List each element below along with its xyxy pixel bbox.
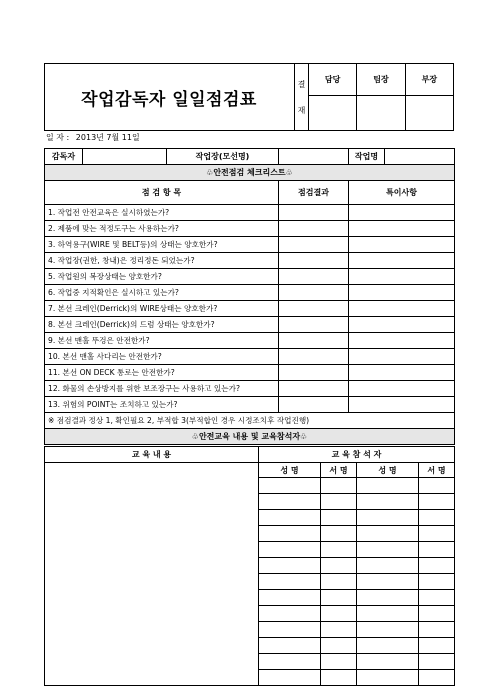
attendee-name-cell[interactable] bbox=[259, 606, 321, 622]
checklist-item-text: 1. 작업전 안전교육은 실시하였는가? bbox=[45, 205, 279, 221]
education-form bbox=[44, 446, 454, 686]
checklist-remark-cell[interactable] bbox=[349, 317, 455, 333]
attendee-name-cell[interactable] bbox=[259, 558, 321, 574]
attendee-sign-cell[interactable] bbox=[321, 510, 357, 526]
attendee-sign-cell[interactable] bbox=[321, 542, 357, 558]
checklist-row bbox=[45, 269, 455, 285]
attendee-sign-cell[interactable] bbox=[419, 670, 455, 686]
result-note: ※ 점검결과 정상 1, 확인필요 2, 부적합 3(부적합인 경우 시정조치후 작업진행) bbox=[45, 413, 455, 429]
checklist-remark-cell[interactable] bbox=[349, 349, 455, 365]
attendee-sign-cell[interactable] bbox=[419, 542, 455, 558]
checklist-result-cell[interactable] bbox=[279, 349, 349, 365]
attendee-name-cell[interactable] bbox=[259, 510, 321, 526]
attendee-sign-cell[interactable] bbox=[321, 654, 357, 670]
supervisor-field[interactable] bbox=[83, 149, 167, 165]
checklist-result-cell[interactable] bbox=[279, 333, 349, 349]
checklist-item-text: 9. 본선 맨홀 뚜겅은 안전한가? bbox=[45, 333, 279, 349]
checklist-row bbox=[45, 237, 455, 253]
checklist-result-cell[interactable] bbox=[279, 253, 349, 269]
approval-side-label: 결 재 bbox=[295, 64, 309, 131]
checklist-item-text: 13. 위험의 POINT는 조치하고 있는가? bbox=[45, 397, 279, 413]
attendee-sign-cell[interactable] bbox=[321, 670, 357, 686]
checklist-remark-cell[interactable] bbox=[349, 381, 455, 397]
checklist-remark-cell[interactable] bbox=[349, 253, 455, 269]
main-form bbox=[44, 148, 454, 445]
checklist-result-cell[interactable] bbox=[279, 301, 349, 317]
checklist-item-text: 8. 본선 크레인(Derrick)의 드럼 상태는 양호한가? bbox=[45, 317, 279, 333]
attendee-sign-cell[interactable] bbox=[321, 558, 357, 574]
site-field[interactable] bbox=[279, 149, 349, 165]
checklist-row bbox=[45, 317, 455, 333]
checklist-result-cell[interactable] bbox=[279, 237, 349, 253]
attendee-sign-cell[interactable] bbox=[321, 638, 357, 654]
checklist-remark-cell[interactable] bbox=[349, 301, 455, 317]
work-label: 작업명 bbox=[349, 149, 385, 165]
checklist-result-cell[interactable] bbox=[279, 381, 349, 397]
checklist-remark-cell[interactable] bbox=[349, 237, 455, 253]
attendee-sign-cell[interactable] bbox=[419, 606, 455, 622]
checklist-result-cell[interactable] bbox=[279, 221, 349, 237]
checklist-row bbox=[45, 285, 455, 301]
checklist-row bbox=[45, 381, 455, 397]
work-field[interactable] bbox=[385, 149, 455, 165]
attendee-name-cell[interactable] bbox=[259, 622, 321, 638]
checklist-result-cell[interactable] bbox=[279, 205, 349, 221]
col-item-header: 점 검 항 목 bbox=[45, 181, 279, 205]
attendee-name-cell[interactable] bbox=[259, 654, 321, 670]
attendee-sign-cell[interactable] bbox=[419, 526, 455, 542]
attendee-sign-cell[interactable] bbox=[419, 478, 455, 494]
attendee-sign-cell[interactable] bbox=[419, 558, 455, 574]
attendee-name-cell[interactable] bbox=[357, 478, 419, 494]
attendee-sign-header: 서 명 bbox=[419, 463, 455, 478]
site-label: 작업장(모선명) bbox=[167, 149, 279, 165]
attendee-sign-cell[interactable] bbox=[321, 622, 357, 638]
attendee-name-cell[interactable] bbox=[259, 638, 321, 654]
checklist-row bbox=[45, 301, 455, 317]
attendee-sign-cell[interactable] bbox=[419, 494, 455, 510]
attendee-name-cell[interactable] bbox=[259, 590, 321, 606]
checklist-result-cell[interactable] bbox=[279, 269, 349, 285]
checklist-remark-cell[interactable] bbox=[349, 285, 455, 301]
checklist-result-cell[interactable] bbox=[279, 285, 349, 301]
attendee-name-cell[interactable] bbox=[357, 590, 419, 606]
attendee-name-cell[interactable] bbox=[259, 494, 321, 510]
approval-header-3: 부장 bbox=[405, 64, 453, 96]
checklist-row bbox=[45, 205, 455, 221]
attendee-sign-cell[interactable] bbox=[321, 574, 357, 590]
checklist-row bbox=[45, 333, 455, 349]
attendee-name-cell[interactable] bbox=[357, 606, 419, 622]
attendee-name-cell[interactable] bbox=[357, 670, 419, 686]
checklist-remark-cell[interactable] bbox=[349, 221, 455, 237]
attendee-name-cell[interactable] bbox=[259, 574, 321, 590]
attendee-sign-cell[interactable] bbox=[321, 478, 357, 494]
attendee-sign-cell[interactable] bbox=[321, 526, 357, 542]
date-value: 2013년 7월 11일 bbox=[75, 133, 140, 142]
attendee-name-cell[interactable] bbox=[259, 670, 321, 686]
attendee-sign-cell[interactable] bbox=[419, 638, 455, 654]
date-label: 일 자 : bbox=[46, 133, 70, 142]
document-title: 작업감독자 일일점검표 bbox=[81, 89, 257, 110]
attendee-name-cell[interactable] bbox=[357, 542, 419, 558]
attendee-name-cell[interactable] bbox=[357, 510, 419, 526]
attendee-name-cell[interactable] bbox=[357, 654, 419, 670]
attendee-sign-header: 서 명 bbox=[321, 463, 357, 478]
checklist-item-text: 5. 작업원의 복장상태는 양호한가? bbox=[45, 269, 279, 285]
approval-box bbox=[294, 63, 454, 131]
checklist-item-text: 4. 작업장(권한, 창내)은 정리정돈 되었는가? bbox=[45, 253, 279, 269]
checklist-row bbox=[45, 397, 455, 413]
attendee-name-cell[interactable] bbox=[357, 526, 419, 542]
attendee-name-cell[interactable] bbox=[357, 622, 419, 638]
attendee-sign-cell[interactable] bbox=[419, 654, 455, 670]
checklist-result-cell[interactable] bbox=[279, 397, 349, 413]
attendee-name-cell[interactable] bbox=[259, 526, 321, 542]
checklist-item-text: 6. 작업중 지적확인은 실시하고 있는가? bbox=[45, 285, 279, 301]
attendee-name-cell[interactable] bbox=[357, 574, 419, 590]
checklist-section-title: ♧안전점검 체크리스트♧ bbox=[45, 165, 455, 181]
attendee-sign-cell[interactable] bbox=[419, 510, 455, 526]
attendee-sign-cell[interactable] bbox=[321, 494, 357, 510]
checklist-item-text: 10. 본선 맨홀 사다리는 안전한가? bbox=[45, 349, 279, 365]
approval-sign-3[interactable] bbox=[405, 96, 453, 131]
checklist-item-text: 11. 본선 ON DECK 통로는 안전한가? bbox=[45, 365, 279, 381]
col-result-header: 점검결과 bbox=[279, 181, 349, 205]
attendee-sign-cell[interactable] bbox=[321, 606, 357, 622]
checklist-remark-cell[interactable] bbox=[349, 269, 455, 285]
date-line bbox=[46, 132, 140, 143]
attendee-name-header: 성 명 bbox=[357, 463, 419, 478]
approval-header-2: 팀장 bbox=[357, 64, 405, 96]
attendee-name-header: 성 명 bbox=[259, 463, 321, 478]
attendee-sign-cell[interactable] bbox=[419, 590, 455, 606]
col-attendees-header: 교 육 참 석 자 bbox=[259, 447, 455, 463]
attendee-name-cell[interactable] bbox=[357, 494, 419, 510]
checklist-remark-cell[interactable] bbox=[349, 365, 455, 381]
attendee-name-cell[interactable] bbox=[259, 542, 321, 558]
attendee-sign-cell[interactable] bbox=[419, 622, 455, 638]
checklist-item-text: 7. 본선 크레인(Derrick)의 WIRE상태는 양호한가? bbox=[45, 301, 279, 317]
checklist-row bbox=[45, 253, 455, 269]
checklist-row bbox=[45, 349, 455, 365]
checklist-remark-cell[interactable] bbox=[349, 205, 455, 221]
checklist-item-text: 2. 제품에 맞는 적정도구는 사용하는가? bbox=[45, 221, 279, 237]
attendee-sign-cell[interactable] bbox=[419, 574, 455, 590]
attendee-sign-cell[interactable] bbox=[321, 590, 357, 606]
checklist-result-cell[interactable] bbox=[279, 317, 349, 333]
attendee-name-cell[interactable] bbox=[357, 558, 419, 574]
checklist-item-text: 12. 화물의 손상방지를 위한 보조장구는 사용하고 있는가? bbox=[45, 381, 279, 397]
attendee-name-cell[interactable] bbox=[357, 638, 419, 654]
checklist-remark-cell[interactable] bbox=[349, 397, 455, 413]
checklist-row bbox=[45, 221, 455, 237]
approval-header-1: 담당 bbox=[309, 64, 357, 96]
checklist-item-text: 3. 하역용구(WIRE 및 BELT등)의 상태는 양호한가? bbox=[45, 237, 279, 253]
checklist-row bbox=[45, 365, 455, 381]
education-content-area[interactable] bbox=[45, 463, 259, 686]
supervisor-label: 감독자 bbox=[45, 149, 83, 165]
approval-sign-1[interactable] bbox=[309, 96, 357, 131]
attendee-name-cell[interactable] bbox=[259, 478, 321, 494]
approval-sign-2[interactable] bbox=[357, 96, 405, 131]
checklist-result-cell[interactable] bbox=[279, 365, 349, 381]
col-remark-header: 특이사항 bbox=[349, 181, 455, 205]
col-content-header: 교 육 내 용 bbox=[45, 447, 259, 463]
education-section-title: ♧안전교육 내용 및 교육참석자♧ bbox=[45, 429, 455, 445]
checklist-remark-cell[interactable] bbox=[349, 333, 455, 349]
